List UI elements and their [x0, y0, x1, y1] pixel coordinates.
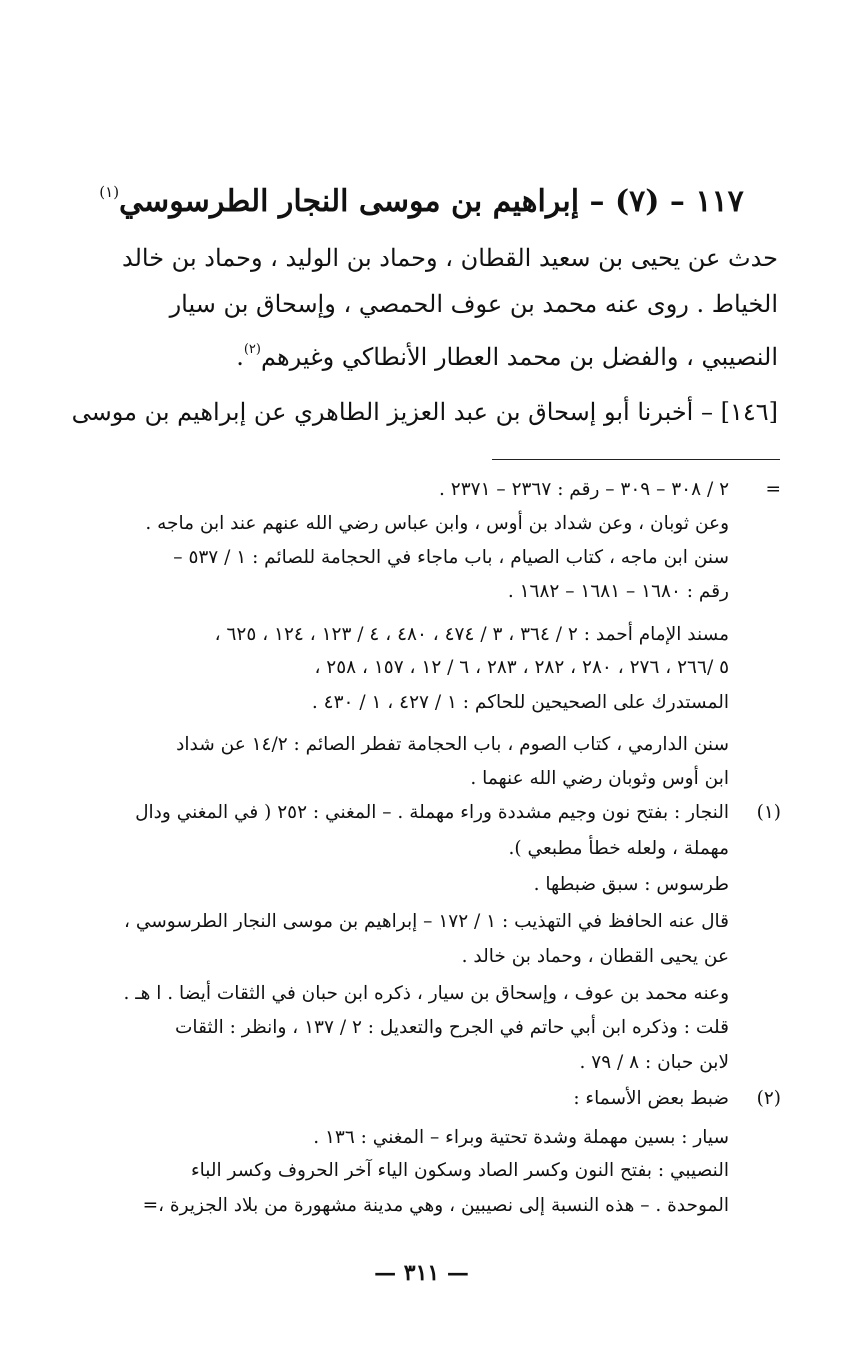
footnote-line: لابن حبان : ٨ / ٧٩ . [579, 1052, 729, 1073]
footnote-line: سنن ابن ماجه ، كتاب الصيام ، باب ماجاء في الحجامة للصائم : ١ / ٥٣٧ – [173, 547, 729, 568]
footnote-line: مسند الإمام أحمد : ٢ / ٣٦٤ ، ٣ / ٤٧٤ ، ٤٨٠ ، ٤ / ١٢٣ ، ١٢٤ ، ٦٢٥ ، [214, 624, 729, 645]
footnote-line: ضبط بعض الأسماء : [573, 1088, 729, 1109]
footnote-line: الموحدة . – هذه النسبة إلى نصيبين ، وهي مدينة مشهورة من بلاد الجزيرة ،= [142, 1195, 729, 1216]
footnote-line: مهملة ، ولعله خطأ مطبعي ). [508, 838, 729, 859]
hadith-chain-line: [١٤٦] – أخبرنا أبو إسحاق بن عبد العزيز الطاهري عن إبراهيم بن موسى [71, 398, 778, 426]
footnote-line: النجار : بفتح نون وجيم مشددة وراء مهملة . – المغني : ٢٥٢ ( في المغني ودال [135, 802, 729, 823]
footnote-line: المستدرك على الصحيحين للحاكم : ١ / ٤٢٧ ، ١ / ٤٣٠ . [311, 692, 729, 713]
body-line-3 [58, 330, 778, 377]
footnote-line: عن يحيى القطان ، وحماد بن خالد . [461, 946, 729, 967]
footnote-line: ٥ /٢٦٦ ، ٢٧٦ ، ٢٨٠ ، ٢٨٢ ، ٢٨٣ ، ٦ / ١٢ ، ١٥٧ ، ٢٥٨ ، [314, 657, 729, 678]
footnote-line: طرسوس : سبق ضبطها . [533, 874, 729, 895]
footnote-line: النصيبي : بفتح النون وكسر الصاد وسكون الياء آخر الحروف وكسر الباء [190, 1160, 729, 1181]
footnote-marker-1: (١) [756, 802, 781, 823]
body-line-2: الخياط . روى عنه محمد بن عوف الحمصي ، وإسحاق بن سيار [169, 290, 778, 318]
footnote-line: قلت : وذكره ابن أبي حاتم في الجرح والتعديل : ٢ / ١٣٧ ، وانظر : الثقات [175, 1017, 729, 1038]
footnote-ref-1[interactable]: (١) [99, 183, 120, 201]
footnote-line: وعن ثوبان ، وعن شداد بن أوس ، وابن عباس رضي الله عنهم عند ابن ماجه . [145, 513, 729, 534]
body-line-3-tail: . [236, 343, 244, 371]
footnote-line: ابن أوس وثوبان رضي الله عنهما . [470, 768, 729, 789]
footnote-divider [492, 459, 780, 460]
footnote-line: سنن الدارمي ، كتاب الصوم ، باب الحجامة تفطر الصائم : ١٤/٢ عن شداد [176, 734, 729, 755]
footnote-line: سيار : بسين مهملة وشدة تحتية وبراء – المغني : ١٣٦ . [313, 1127, 729, 1148]
page-number: — ٣١١ — [374, 1260, 469, 1286]
continuation-marker: = [765, 479, 781, 500]
footnote-line: ٢ / ٣٠٨ – ٣٠٩ – رقم : ٢٣٦٧ – ٢٣٧١ . [439, 479, 729, 500]
entry-title [90, 170, 753, 224]
footnote-line: قال عنه الحافظ في التهذيب : ١ / ١٧٢ – إبراهيم بن موسى النجار الطرسوسي ، [124, 911, 729, 932]
body-line-1: حدث عن يحيى بن سعيد القطان ، وحماد بن الوليد ، وحماد بن خالد [121, 244, 778, 272]
body-line-3-text: النصيبي ، والفضل بن محمد العطار الأنطاكي وغيرهم [260, 343, 778, 371]
footnote-line: رقم : ١٦٨٠ – ١٦٨١ – ١٦٨٢ . [507, 581, 729, 602]
footnote-line: وعنه محمد بن عوف ، وإسحاق بن سيار ، ذكره ابن حبان في الثقات أيضا . ا هـ . [123, 983, 729, 1004]
entry-title-text: ١١٧ – (٧) – إبراهيم بن موسى النجار الطرسوسي [119, 184, 744, 219]
footnote-ref-2[interactable]: (٢) [243, 342, 261, 357]
footnote-marker-2: (٢) [756, 1088, 781, 1109]
